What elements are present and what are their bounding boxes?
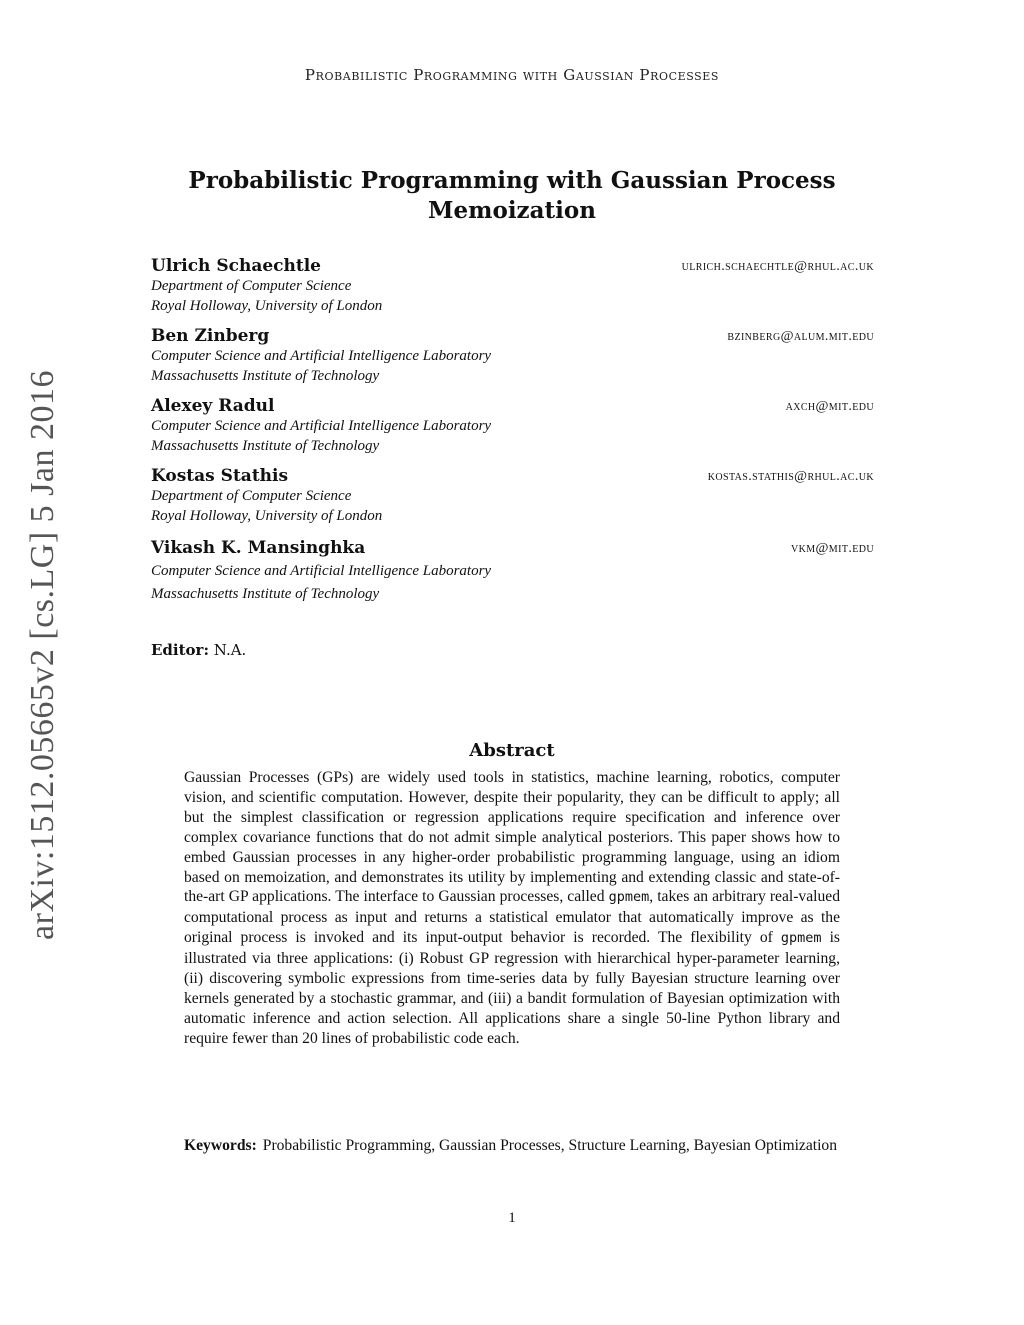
author-email: bzinberg@alum.mit.edu bbox=[727, 329, 874, 344]
inline-code: gpmem bbox=[608, 889, 650, 906]
author-block bbox=[151, 256, 874, 316]
abstract-text-part: , takes an arbitrary real-valued computational process as input and returns a statistical emulator that automatically improve as the original process is invoked and its input-output behavior is recorded. The flexibility of bbox=[184, 888, 840, 947]
author-affiliation: Computer Science and Artificial Intelligence Laboratory bbox=[151, 418, 492, 434]
author-email: ulrich.schaechtle@rhul.ac.uk bbox=[681, 259, 874, 274]
running-head: Probabilistic Programming with Gaussian Processes bbox=[304, 66, 720, 84]
author-email: vkm@mit.edu bbox=[790, 541, 874, 556]
abstract-text bbox=[184, 768, 840, 1049]
author-block bbox=[151, 396, 874, 456]
abstract-text-part: Gaussian Processes (GPs) are widely used tools in statistics, machine learning, robotics, computer vision, and scientific computation. However, despite their popularity, they can be difficult to apply; all but the simplest classification or regression applications require specification and inference over complex covariance functions that do not admit simple analytical posteriors. This paper shows how to embed Gaussian processes in any higher-order probabilistic programming language, using an idiom based on memoization, and demonstrates its utility by implementing and extending classic and state-of-the-art GP applications. The interface to Gaussian processes, called bbox=[184, 769, 840, 906]
keywords-label: Keywords: bbox=[184, 1137, 257, 1154]
author-institution: Royal Holloway, University of London bbox=[151, 508, 383, 524]
author-affiliation: Computer Science and Artificial Intelligence Laboratory bbox=[151, 348, 492, 364]
author-affiliation: Department of Computer Science bbox=[151, 488, 352, 504]
title-line-1: Probabilistic Programming with Gaussian Process bbox=[188, 167, 836, 194]
author-name: Kostas Stathis bbox=[151, 466, 289, 486]
editor-label: Editor: bbox=[151, 641, 209, 659]
author-block bbox=[151, 326, 874, 386]
abstract-text-part: is illustrated via three applications: (i) Robust GP regression with hierarchical hyper-parameter learning, (ii) discovering symbolic expressions from time-series data by fully Bayesian structure learning over kernels generated by a stochastic grammar, and (iii) a bandit formulation of Bayesian optimization with automatic inference and action selection. All applications share a single 50-line Python library and require fewer than 20 lines of probabilistic code each. bbox=[184, 929, 840, 1047]
arxiv-identifier: arXiv:1512.05665v2 [cs.LG] 5 Jan 2016 bbox=[24, 370, 61, 940]
author-institution: Massachusetts Institute of Technology bbox=[151, 586, 380, 602]
editor-value: N.A. bbox=[213, 641, 247, 659]
title-line-2: Memoization bbox=[428, 197, 596, 224]
author-name: Ben Zinberg bbox=[151, 326, 270, 346]
author-name: Alexey Radul bbox=[151, 396, 275, 416]
page-number: 1 bbox=[508, 1210, 516, 1226]
author-institution: Massachusetts Institute of Technology bbox=[151, 368, 380, 384]
author-block bbox=[151, 466, 874, 526]
keywords-value: Probabilistic Programming, Gaussian Processes, Structure Learning, Bayesian Optimization bbox=[262, 1137, 838, 1154]
author-block bbox=[151, 538, 874, 604]
author-affiliation: Department of Computer Science bbox=[151, 278, 352, 294]
author-email: kostas.stathis@rhul.ac.uk bbox=[707, 469, 874, 484]
author-affiliation: Computer Science and Artificial Intelligence Laboratory bbox=[151, 563, 492, 579]
author-name: Vikash K. Mansinghka bbox=[151, 538, 366, 558]
keywords bbox=[184, 1136, 848, 1156]
abstract-heading: Abstract bbox=[469, 740, 555, 761]
inline-code: gpmem bbox=[780, 930, 822, 947]
author-email: axch@mit.edu bbox=[785, 399, 874, 414]
author-institution: Massachusetts Institute of Technology bbox=[151, 438, 380, 454]
author-name: Ulrich Schaechtle bbox=[151, 256, 321, 276]
editor-line bbox=[151, 641, 246, 659]
paper-title bbox=[150, 166, 874, 226]
author-institution: Royal Holloway, University of London bbox=[151, 298, 383, 314]
